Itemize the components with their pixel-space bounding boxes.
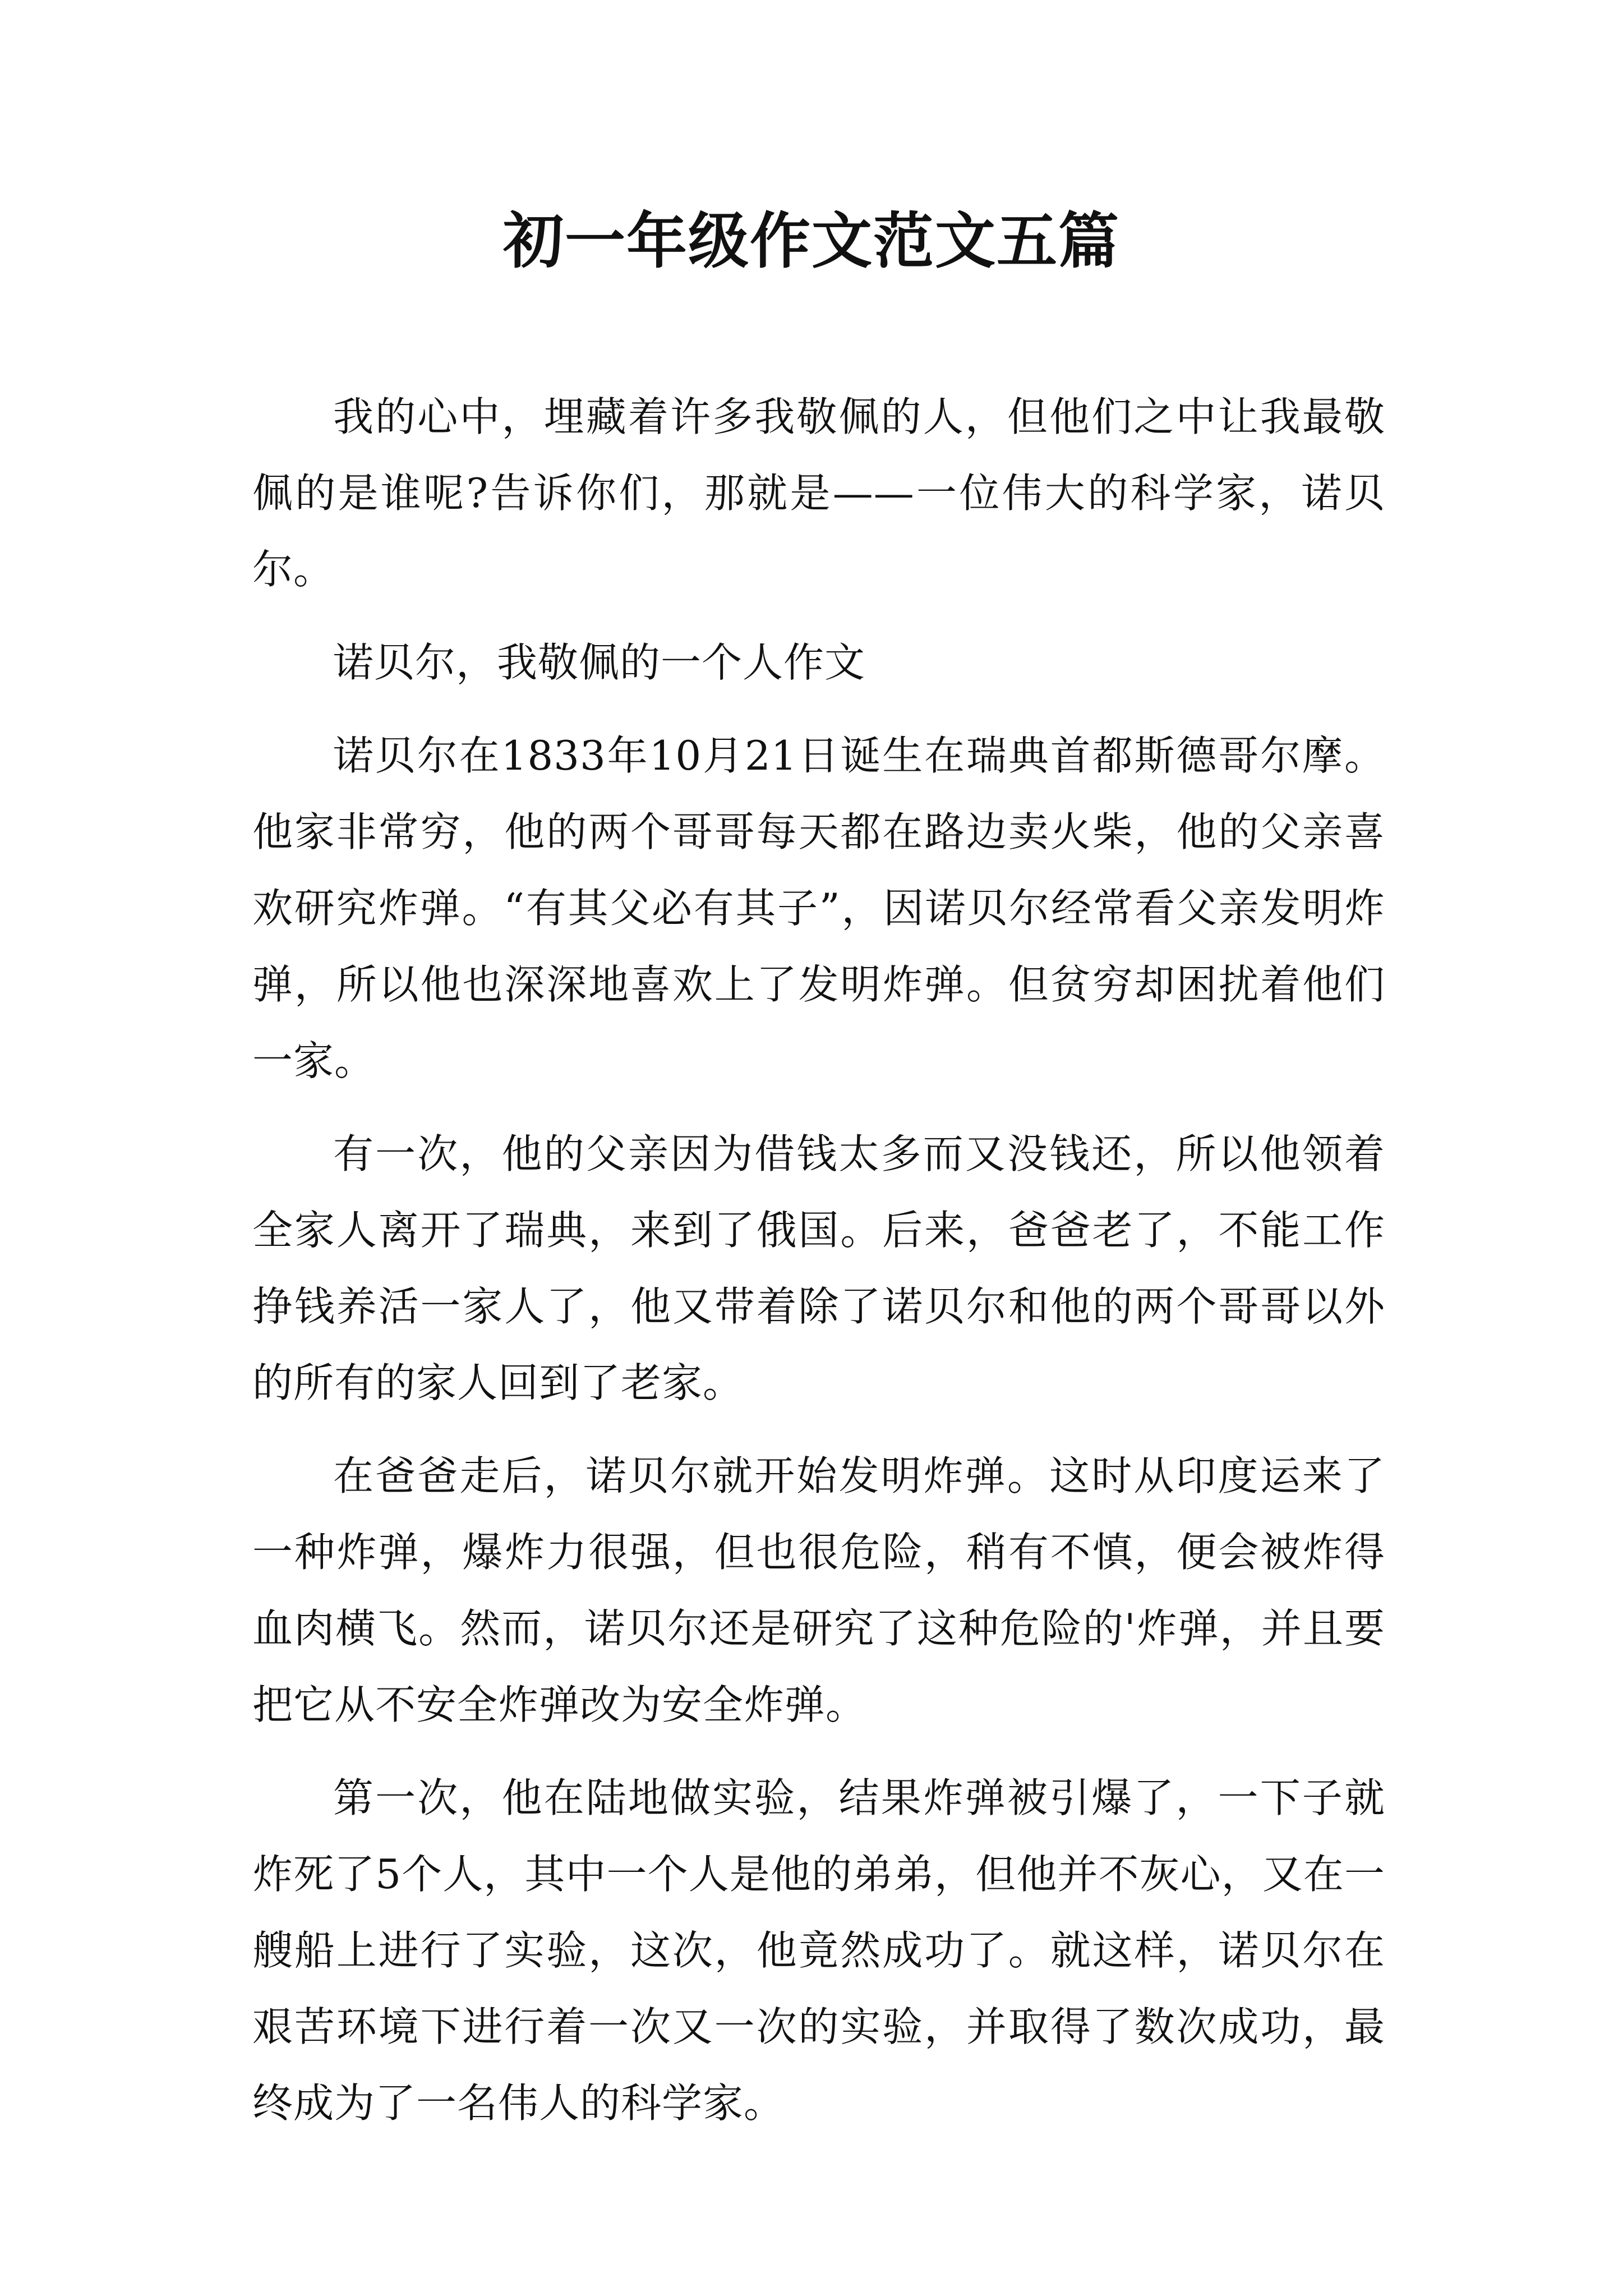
paragraph-2: 诺贝尔，我敬佩的一个人作文 <box>333 639 866 686</box>
paragraph-6: 第一次，他在陆地做实验，结果炸弹被引爆了，一下子就炸死了5个人，其中一个人是他的弟弟，但他并不灰心，又在一艘船上进行了实验，这次，他竟然成功了。就这样，诺贝尔在艰苦环境下进行着一次又一次的实验，并取得了数次成功，最终成为了一名伟人的科学家。 <box>252 1774 1385 2127</box>
paragraph-1: 我的心中，埋藏着许多我敬佩的人，但他们之中让我最敬佩的是谁呢?告诉你们，那就是——一位伟大的科学家，诺贝尔。 <box>252 393 1385 593</box>
paragraph-3: 诺贝尔在1833年10月21日诞生在瑞典首都斯德哥尔摩。他家非常穷，他的两个哥哥每天都在路边卖火柴，他的父亲喜欢研究炸弹。“有其父必有其子”，因诺贝尔经常看父亲发明炸弹，所以他也深深地喜欢上了发明炸弹。但贫穷却困扰着他们一家。 <box>252 732 1385 1084</box>
paragraph-5: 在爸爸走后，诺贝尔就开始发明炸弹。这时从印度运来了一种炸弹，爆炸力很强，但也很危险，稍有不慎，便会被炸得血肉横飞。然而，诺贝尔还是研究了这种危险的'炸弹，并且要把它从不安全炸弹改为安全炸弹。 <box>252 1452 1385 1728</box>
paragraph-4: 有一次，他的父亲因为借钱太多而又没钱还，所以他领着全家人离开了瑞典，来到了俄国。后来，爸爸老了，不能工作挣钱养活一家人了，他又带着除了诺贝尔和他的两个哥哥以外的所有的家人回到了老家。 <box>252 1130 1385 1406</box>
document-title: 初一年级作文范文五篇 <box>502 206 1120 277</box>
document-body <box>252 379 1385 2158</box>
